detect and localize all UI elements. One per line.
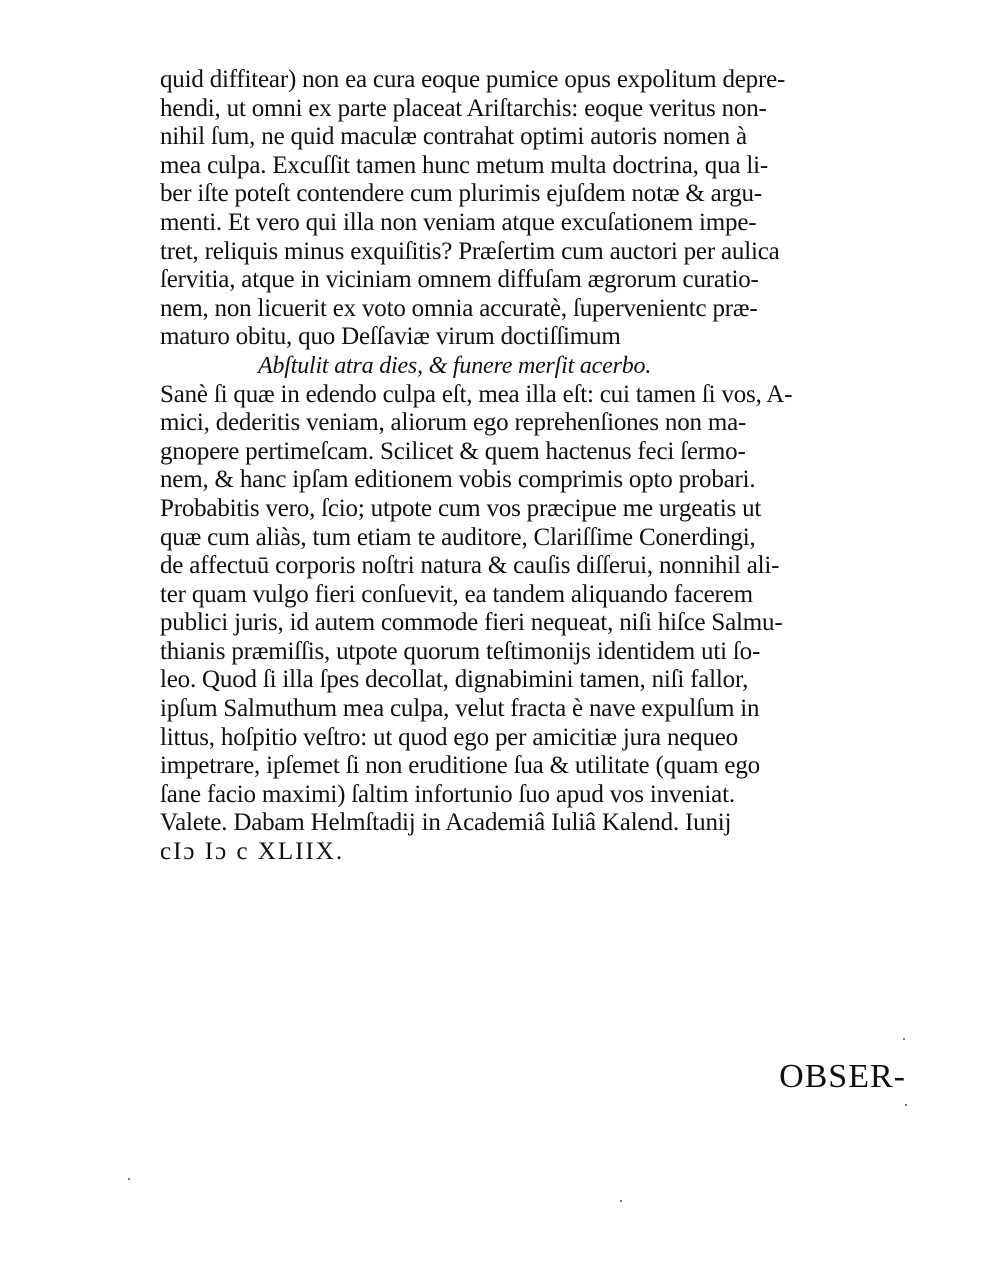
print-speck <box>128 1178 130 1180</box>
text-line: tret, reliquis minus exquiſitis? Præſertim cum auctori per aulica <box>160 237 780 265</box>
text-line: nihil ſum, ne quid maculæ contrahat optimi autoris nomen à <box>160 123 747 151</box>
date-line: cIɔ Iɔ c XLIIX. <box>160 838 345 866</box>
text-line: nem, & hanc ipſam editionem vobis comprimis opto probari. <box>160 466 756 494</box>
text-line: ſane facio maximi) ſaltim infortunio ſuo apud vos inveniat. <box>160 780 735 808</box>
print-speck <box>620 1200 622 1202</box>
text-line: Sanè ſi quæ in edendo culpa eſt, mea illa eſt: cui tamen ſi vos, A- <box>160 380 793 408</box>
text-line: mici, dederitis veniam, aliorum ego reprehenſiones non ma- <box>160 409 747 437</box>
text-line: mea culpa. Excuſſit tamen hunc metum multa doctrina, qua li- <box>160 151 768 179</box>
text-line: de affectuū corporis noſtri natura & cauſis diſſerui, nonnihil ali- <box>160 552 780 580</box>
text-line: Probabitis vero, ſcio; utpote cum vos præcipue me urgeatis ut <box>160 494 762 522</box>
text-line: Valete. Dabam Helmſtadij in Academiâ Iuliâ Kalend. Iunij <box>160 809 732 837</box>
text-line: quid diffitear) non ea cura eoque pumice opus expolitum depre- <box>160 66 786 93</box>
text-line: impetrare, ipſemet ſi non eruditione ſua & utilitate (quam ego <box>160 752 760 780</box>
text-line: ſervitia, atque in viciniam omnem diffuſam ægrorum curatio- <box>160 266 759 294</box>
text-line: quæ cum aliàs, tum etiam te auditore, Clariſſime Conerdingi, <box>160 523 756 551</box>
verse-quotation-line: Abſtulit atra dies, & funere merſit acerbo. <box>258 352 652 379</box>
text-line: maturo obitu, quo Deſſaviæ virum doctiſſimum <box>160 323 621 351</box>
print-speck <box>905 1104 907 1106</box>
text-line: littus, hoſpitio veſtro: ut quod ego per amicitiæ jura nequeo <box>160 723 738 751</box>
text-line: leo. Quod ſi illa ſpes decollat, dignabimini tamen, niſi fallor, <box>160 666 749 694</box>
text-line: gnopere pertimeſcam. Scilicet & quem hactenus feci ſermo- <box>160 437 746 465</box>
text-line: ipſum Salmuthum mea culpa, velut fracta è nave expulſum in <box>160 695 760 723</box>
print-speck <box>903 1038 905 1040</box>
text-line: nem, non licuerit ex voto omnia accuratè, ſupervenientc præ- <box>160 294 758 322</box>
text-line: publici juris, id autem commode fieri nequeat, niſi hiſce Salmu- <box>160 609 783 637</box>
text-line: menti. Et vero qui illa non veniam atque excuſationem impe- <box>160 208 757 236</box>
catchword: OBSER- <box>779 1058 906 1095</box>
text-line: thianis præmiſſis, utpote quorum teſtimonijs identidem uti ſo- <box>160 637 761 665</box>
body-text <box>160 66 950 867</box>
text-line: ter quam vulgo fieri conſuevit, ea tandem aliquando facerem <box>160 580 753 608</box>
text-line: hendi, ut omni ex parte placeat Ariſtarchis: eoque veritus non- <box>160 94 767 122</box>
text-line: ber iſte poteſt contendere cum plurimis ejuſdem notæ & argu- <box>160 180 762 208</box>
